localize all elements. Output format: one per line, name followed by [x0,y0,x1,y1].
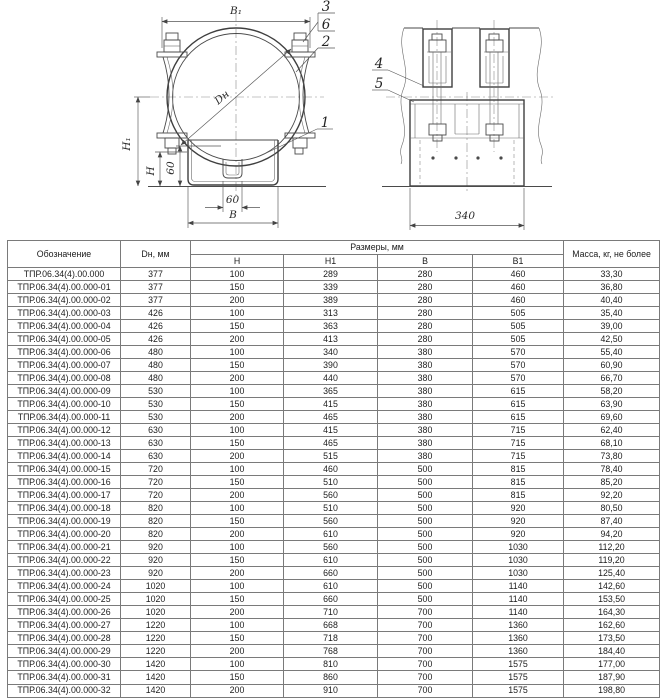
callout-6: 6 [321,17,331,33]
cell-designation: ТПР.06.34(4).00.000-27 [8,619,121,632]
cell-h1: 460 [284,463,378,476]
cell-designation: ТПР.06.34(4).00.000-02 [8,294,121,307]
cell-designation: ТПР.06.34(4).00.000-28 [8,632,121,645]
cell-designation: ТПР.06.34(4).00.000-19 [8,515,121,528]
table-row [8,437,660,450]
cell-h1: 365 [284,385,378,398]
cell-h1: 660 [284,593,378,606]
cell-b: 280 [378,307,473,320]
cell-h: 200 [191,528,284,541]
cell-h1: 718 [284,632,378,645]
cell-dn: 426 [121,320,191,333]
cell-h1: 560 [284,489,378,502]
cell-designation: ТПР.06.34(4).00.000-08 [8,372,121,385]
cell-designation: ТПР.06.34(4).00.000-26 [8,606,121,619]
cell-b1: 460 [473,294,564,307]
cell-b: 500 [378,593,473,606]
header-designation: Обозначение [8,241,121,268]
cell-h1: 710 [284,606,378,619]
cell-b: 700 [378,632,473,645]
header-b: B [378,255,473,268]
table-body [8,268,660,698]
cell-dn: 920 [121,567,191,580]
cell-designation: ТПР.06.34(4).00.000-18 [8,502,121,515]
cell-h1: 313 [284,307,378,320]
table-row [8,320,660,333]
cell-b1: 815 [473,489,564,502]
cell-h: 200 [191,372,284,385]
cell-b1: 1360 [473,632,564,645]
cell-b: 500 [378,515,473,528]
cell-designation: ТПР.06.34(4).00.000-25 [8,593,121,606]
cell-mass: 35,40 [564,307,660,320]
table-row [8,359,660,372]
cell-designation: ТПР.06.34(4).00.000-22 [8,554,121,567]
cell-h: 150 [191,437,284,450]
cell-designation: ТПР.06.34(4).00.000-15 [8,463,121,476]
cell-b1: 815 [473,463,564,476]
cell-mass: 112,20 [564,541,660,554]
cell-h: 100 [191,268,284,281]
cell-designation: ТПР.06.34(4).00.000-24 [8,580,121,593]
cell-mass: 42,50 [564,333,660,346]
cell-h: 150 [191,671,284,684]
table-row [8,333,660,346]
cell-h: 150 [191,476,284,489]
header-sizes: Размеры, мм [191,241,564,255]
cell-h1: 340 [284,346,378,359]
cell-b: 700 [378,684,473,698]
table-row [8,372,660,385]
cell-designation: ТПР.06.34(4).00.000-07 [8,359,121,372]
cell-dn: 1220 [121,632,191,645]
cell-dn: 920 [121,554,191,567]
cell-mass: 78,40 [564,463,660,476]
header-dn: Dн, мм [121,241,191,268]
cell-b: 700 [378,619,473,632]
cell-designation: ТПР.06.34(4).00.000-17 [8,489,121,502]
cell-b1: 460 [473,281,564,294]
cell-h: 200 [191,684,284,698]
cell-b1: 715 [473,424,564,437]
table-row [8,554,660,567]
cell-h: 100 [191,307,284,320]
cell-mass: 62,40 [564,424,660,437]
table-row [8,684,660,698]
cell-dn: 530 [121,398,191,411]
table-row [8,515,660,528]
cell-h: 150 [191,593,284,606]
cell-mass: 55,40 [564,346,660,359]
callout-4: 4 [374,56,384,72]
cell-h: 100 [191,502,284,515]
cell-designation: ТПР.06.34(4).00.000-11 [8,411,121,424]
cell-dn: 1420 [121,658,191,671]
header-b1: B1 [473,255,564,268]
cell-h1: 860 [284,671,378,684]
cell-h: 200 [191,450,284,463]
cell-b: 280 [378,294,473,307]
dim-340: 340 [454,210,476,222]
cell-h: 200 [191,411,284,424]
cell-h1: 440 [284,372,378,385]
center-block [223,159,242,178]
callout-3: 3 [321,0,331,15]
cell-mass: 33,30 [564,268,660,281]
cell-h1: 363 [284,320,378,333]
cell-designation: ТПР.06.34(4).00.000-32 [8,684,121,698]
cell-mass: 162,60 [564,619,660,632]
cell-b: 500 [378,580,473,593]
table-row [8,593,660,606]
cell-designation: ТПР.06.34(4).00.000-06 [8,346,121,359]
cell-h: 150 [191,515,284,528]
cell-mass: 58,20 [564,385,660,398]
cell-designation: ТПР.06.34(4).00.000-31 [8,671,121,684]
table-row [8,541,660,554]
technical-drawing [0,0,670,240]
cell-h1: 510 [284,502,378,515]
cell-b: 700 [378,658,473,671]
table-row [8,281,660,294]
header-h: H [191,255,284,268]
cell-h1: 560 [284,515,378,528]
cell-b: 380 [378,385,473,398]
cell-mass: 80,50 [564,502,660,515]
cell-mass: 198,80 [564,684,660,698]
cell-h1: 465 [284,411,378,424]
cell-mass: 187,90 [564,671,660,684]
table-row [8,502,660,515]
cell-b1: 505 [473,320,564,333]
cell-h1: 610 [284,580,378,593]
cell-mass: 119,20 [564,554,660,567]
cell-dn: 720 [121,489,191,502]
cell-dn: 820 [121,502,191,515]
cell-h: 100 [191,385,284,398]
bolt-right [292,33,308,52]
cell-dn: 1420 [121,671,191,684]
cell-designation: ТПР.06.34(4).00.000-29 [8,645,121,658]
cell-b: 500 [378,528,473,541]
cell-h1: 390 [284,359,378,372]
dim-dn: Dн [212,88,232,108]
cell-designation: ТПР.06.34(4).00.000-13 [8,437,121,450]
cell-designation: ТПР.06.34(4).00.000-05 [8,333,121,346]
table-row [8,424,660,437]
cell-b1: 1030 [473,554,564,567]
cell-h: 150 [191,632,284,645]
cell-h1: 610 [284,528,378,541]
cell-designation: ТПР.06.34(4).00.000-16 [8,476,121,489]
cell-h1: 560 [284,541,378,554]
table-row [8,619,660,632]
cell-h: 150 [191,359,284,372]
cell-b: 500 [378,554,473,567]
cell-b1: 1030 [473,567,564,580]
cell-h: 100 [191,541,284,554]
cell-h1: 465 [284,437,378,450]
dim-b: B [229,209,237,221]
table-row [8,489,660,502]
cell-dn: 920 [121,541,191,554]
dim-60h: 60 [225,194,240,206]
cell-mass: 68,10 [564,437,660,450]
cell-mass: 39,00 [564,320,660,333]
side-view [372,20,554,230]
cell-h: 200 [191,567,284,580]
cell-mass: 69,60 [564,411,660,424]
cell-dn: 820 [121,515,191,528]
cell-b: 280 [378,268,473,281]
dim-b1: B₁ [230,5,242,17]
cell-b: 380 [378,346,473,359]
cell-dn: 630 [121,424,191,437]
cell-dn: 1420 [121,684,191,698]
cell-dn: 720 [121,476,191,489]
table-row [8,580,660,593]
table-row [8,307,660,320]
cell-h1: 668 [284,619,378,632]
cell-designation: ТПР.06.34(4).00.000-30 [8,658,121,671]
cell-h: 100 [191,424,284,437]
cell-h: 150 [191,281,284,294]
cell-b: 280 [378,333,473,346]
cell-b: 500 [378,502,473,515]
cell-b1: 1575 [473,684,564,698]
cell-b1: 1140 [473,593,564,606]
cell-h: 100 [191,463,284,476]
table-row [8,567,660,580]
header-h1: H1 [284,255,378,268]
table-row [8,528,660,541]
header-mass: Масса, кг, не более [564,241,660,268]
cell-dn: 480 [121,359,191,372]
cell-mass: 173,50 [564,632,660,645]
dim-h: H [145,166,157,176]
cell-mass: 184,40 [564,645,660,658]
cell-mass: 60,90 [564,359,660,372]
cell-mass: 40,40 [564,294,660,307]
cell-b: 280 [378,320,473,333]
table-row [8,671,660,684]
table-row [8,398,660,411]
cell-b1: 715 [473,437,564,450]
bolt-left [164,33,180,52]
cell-designation: ТПР.06.34(4).00.000-03 [8,307,121,320]
cell-dn: 1220 [121,619,191,632]
cell-h1: 810 [284,658,378,671]
cell-b1: 1140 [473,606,564,619]
cell-h1: 415 [284,398,378,411]
table-row [8,658,660,671]
cell-mass: 153,50 [564,593,660,606]
cell-mass: 85,20 [564,476,660,489]
cell-h1: 510 [284,476,378,489]
callout-1: 1 [320,115,330,131]
cell-dn: 480 [121,346,191,359]
cell-h1: 910 [284,684,378,698]
cell-designation: ТПР.06.34(4).00.000-12 [8,424,121,437]
cell-b1: 460 [473,268,564,281]
table-row [8,346,660,359]
cell-h: 150 [191,320,284,333]
cell-designation: ТПР.06.34(4).00.000-14 [8,450,121,463]
cell-b: 500 [378,541,473,554]
cell-b1: 1360 [473,645,564,658]
cell-dn: 530 [121,411,191,424]
cell-b1: 715 [473,450,564,463]
cell-h1: 289 [284,268,378,281]
cell-mass: 63,90 [564,398,660,411]
cell-h1: 389 [284,294,378,307]
table-row [8,411,660,424]
cell-designation: ТПР.06.34(4).00.000-23 [8,567,121,580]
cell-mass: 177,00 [564,658,660,671]
cell-h: 150 [191,554,284,567]
strap-left [423,29,452,87]
cell-dn: 377 [121,268,191,281]
cell-mass: 142,60 [564,580,660,593]
cell-b1: 1030 [473,541,564,554]
cell-designation: ТПР.06.34(4).00.000-09 [8,385,121,398]
table-row [8,463,660,476]
cell-dn: 426 [121,333,191,346]
cell-b1: 1575 [473,658,564,671]
cell-h1: 339 [284,281,378,294]
cell-dn: 630 [121,450,191,463]
cell-dn: 530 [121,385,191,398]
cell-b1: 920 [473,528,564,541]
front-view [121,0,335,228]
cell-mass: 66,70 [564,372,660,385]
cell-b1: 505 [473,333,564,346]
cell-h1: 660 [284,567,378,580]
cell-h: 150 [191,398,284,411]
cell-b1: 920 [473,502,564,515]
dimension-table-wrap [7,240,659,698]
cell-b1: 615 [473,411,564,424]
cell-designation: ТПР.06.34(4).00.000-01 [8,281,121,294]
cell-dn: 630 [121,437,191,450]
dimension-table [7,240,660,698]
cell-mass: 87,40 [564,515,660,528]
table-row [8,632,660,645]
cell-designation: ТПР.06.34(4).00.000-04 [8,320,121,333]
cell-b: 700 [378,645,473,658]
cell-dn: 820 [121,528,191,541]
table-row [8,385,660,398]
table-row [8,294,660,307]
cell-b: 380 [378,437,473,450]
cell-b: 500 [378,476,473,489]
cell-b1: 570 [473,346,564,359]
cell-designation: ТПР.06.34(4).00.000-20 [8,528,121,541]
cell-b1: 570 [473,372,564,385]
cell-b: 380 [378,372,473,385]
cell-h: 200 [191,333,284,346]
cell-h: 200 [191,645,284,658]
table-row [8,476,660,489]
cell-h: 100 [191,346,284,359]
dim-60v: 60 [165,161,177,175]
cell-dn: 720 [121,463,191,476]
cell-h: 100 [191,658,284,671]
cell-mass: 94,20 [564,528,660,541]
cell-b: 700 [378,671,473,684]
cell-b: 700 [378,606,473,619]
cell-b: 500 [378,489,473,502]
cell-b1: 815 [473,476,564,489]
cell-mass: 73,80 [564,450,660,463]
cell-designation: ТПР.06.34(4).00.000 [8,268,121,281]
strap-right [480,29,509,87]
cell-dn: 426 [121,307,191,320]
cell-b: 380 [378,398,473,411]
cell-dn: 1220 [121,645,191,658]
cell-h: 200 [191,606,284,619]
cell-h: 200 [191,294,284,307]
cell-designation: ТПР.06.34(4).00.000-21 [8,541,121,554]
callout-5: 5 [374,76,384,92]
cell-b: 380 [378,411,473,424]
cell-b1: 1575 [473,671,564,684]
cell-b: 500 [378,567,473,580]
cell-b: 500 [378,463,473,476]
cell-h1: 515 [284,450,378,463]
cell-designation: ТПР.06.34(4).00.000-10 [8,398,121,411]
cell-mass: 92,20 [564,489,660,502]
cell-b1: 1140 [473,580,564,593]
cell-b: 280 [378,281,473,294]
cell-b1: 615 [473,398,564,411]
table-row [8,268,660,281]
callout-2: 2 [321,34,331,50]
cell-b: 380 [378,450,473,463]
cell-b1: 570 [473,359,564,372]
cell-b1: 920 [473,515,564,528]
cell-h1: 415 [284,424,378,437]
table-row [8,606,660,619]
cell-dn: 377 [121,294,191,307]
cell-h1: 413 [284,333,378,346]
cell-b: 380 [378,359,473,372]
cell-mass: 125,40 [564,567,660,580]
cell-dn: 1020 [121,580,191,593]
cell-h1: 768 [284,645,378,658]
cell-mass: 164,30 [564,606,660,619]
break-line-right [537,28,542,164]
table-row [8,450,660,463]
nut-right [293,138,307,154]
cell-h: 100 [191,619,284,632]
cell-dn: 1020 [121,606,191,619]
cell-mass: 36,80 [564,281,660,294]
cell-b1: 1360 [473,619,564,632]
cell-b: 380 [378,424,473,437]
cell-dn: 1020 [121,593,191,606]
cell-h: 200 [191,489,284,502]
cell-h: 100 [191,580,284,593]
cell-h1: 610 [284,554,378,567]
cell-b1: 505 [473,307,564,320]
table-row [8,645,660,658]
dim-h1: H₁ [121,137,133,151]
cell-b1: 615 [473,385,564,398]
cell-dn: 377 [121,281,191,294]
cell-dn: 480 [121,372,191,385]
